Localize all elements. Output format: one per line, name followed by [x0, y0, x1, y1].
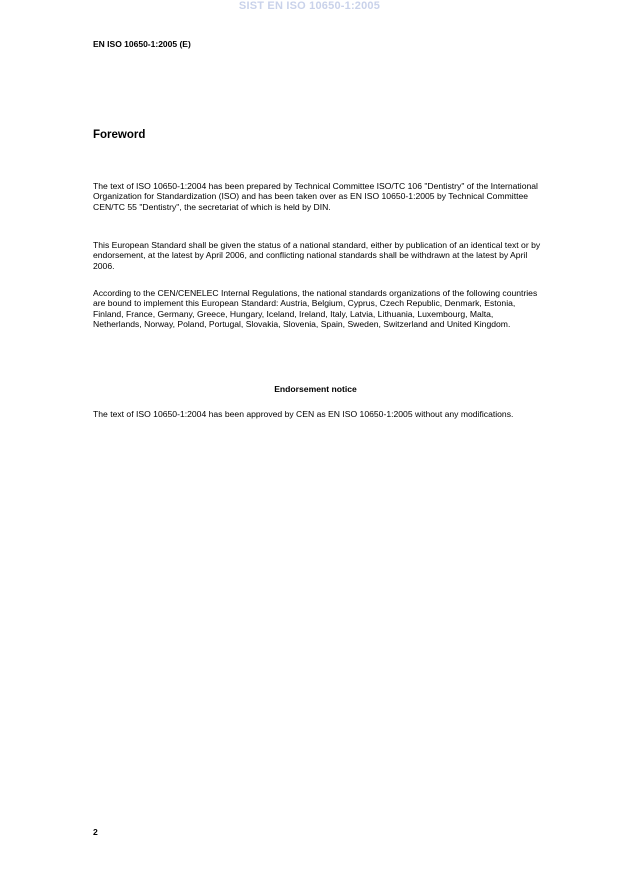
- endorsement-paragraph: The text of ISO 10650-1:2004 has been approved by CEN as EN ISO 10650-1:2005 without any modifications.: [93, 409, 514, 419]
- document-id: EN ISO 10650-1:2005 (E): [93, 39, 191, 49]
- watermark: SIST EN ISO 10650-1:2005: [238, 0, 381, 12]
- foreword-paragraph-1: The text of ISO 10650-1:2004 has been prepared by Technical Committee ISO/TC 106 "Dentistry" of the International Organization for Standardization (ISO) and has been taken over as EN ISO 10650-1:2005 by Technical Committee CEN/TC 55 "Dentistry", the secretariat of which is held by DIN.: [93, 181, 538, 212]
- endorsement-heading: Endorsement notice: [274, 384, 357, 394]
- foreword-paragraph-2: This European Standard shall be given the status of a national standard, either by publication of an identical text or by endorsement, at the latest by April 2006, and conflicting national standards shall be withdrawn at the latest by April 2006.: [93, 240, 541, 271]
- foreword-heading: Foreword: [93, 129, 146, 141]
- foreword-paragraph-3: According to the CEN/CENELEC Internal Regulations, the national standards organizations of the following countries are bound to implement this European Standard: Austria, Belgium, Cyprus, Czech Republic, Denmark, Estonia, Finland, France, Germany, Greece, Hungary, Iceland, Ireland, Italy, Latvia, Lithuania, Luxembourg, Malta, Netherlands, Norway, Poland, Portugal, Slovakia, Slovenia, Spain, Sweden, Switzerland and United Kingdom.: [93, 288, 538, 330]
- page-number: 2: [93, 827, 98, 837]
